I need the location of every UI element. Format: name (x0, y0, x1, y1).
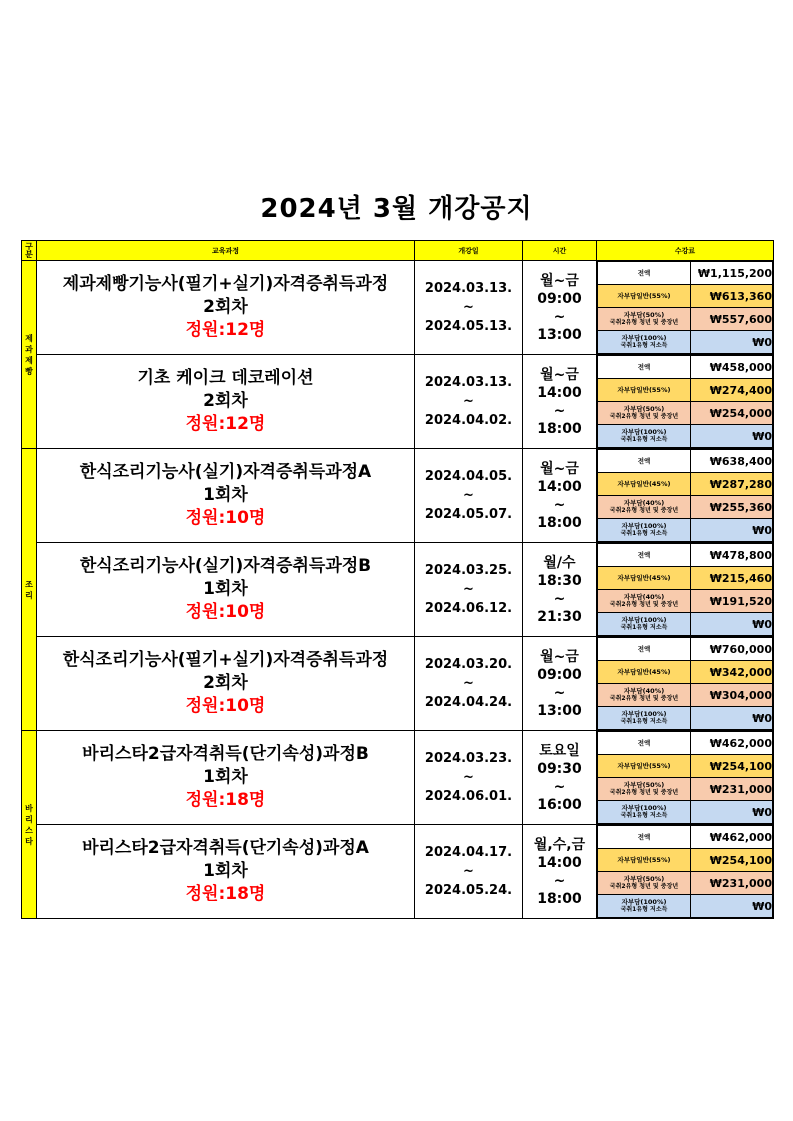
fee-amount-partial: ₩255,360 (691, 496, 773, 519)
fee-cell (597, 543, 774, 637)
time-start: 18:30 (537, 572, 582, 589)
fee-label-free-rate: 자부담(100%) (621, 616, 667, 624)
fee-label-partial-rate: 자부담(50%) (623, 875, 665, 883)
fee-label-general: 자부담일반(55%) (598, 379, 691, 402)
course-cell (37, 543, 415, 637)
start-date-cell (415, 261, 523, 355)
fee-amount-full: ₩478,800 (691, 544, 773, 567)
header-start: 개강일 (415, 241, 523, 261)
fee-cell (597, 731, 774, 825)
fee-amount-general: ₩342,000 (691, 661, 773, 684)
fee-label-partial (598, 872, 691, 895)
header-category: 구분 (22, 241, 37, 261)
category-label: 조리 (25, 579, 33, 600)
fee-row-full (598, 826, 773, 849)
date-tilde: ~ (463, 582, 474, 597)
fee-row-full (598, 638, 773, 661)
fee-cell (597, 355, 774, 449)
fee-amount-general: ₩254,100 (691, 755, 773, 778)
course-row (22, 543, 774, 637)
header-fee: 수강료 (597, 241, 774, 261)
course-name: 한식조리기능사(실기)자격증취득과정A (79, 462, 372, 482)
fee-amount-full: ₩1,115,200 (691, 262, 773, 285)
fee-cell (597, 637, 774, 731)
course-name: 바리스타2급자격취득(단기속성)과정A (82, 838, 369, 858)
course-capacity: 정원:18명 (185, 884, 266, 904)
category-cell (22, 449, 37, 731)
time-tilde: ~ (553, 308, 566, 325)
course-round: 2회차 (203, 391, 248, 411)
end-date: 2024.06.01. (424, 789, 513, 804)
date-tilde: ~ (463, 676, 474, 691)
time-cell (523, 637, 597, 731)
course-round: 1회차 (203, 767, 248, 787)
header-time: 시간 (523, 241, 597, 261)
time-cell (523, 449, 597, 543)
fee-amount-full: ₩760,000 (691, 638, 773, 661)
fee-label-partial-target: 국취2유형 청년 및 중장년 (609, 883, 679, 890)
date-tilde: ~ (463, 770, 474, 785)
fee-label-free (598, 425, 691, 448)
course-schedule-table (21, 240, 774, 919)
time-start: 14:00 (537, 384, 582, 401)
fee-row-partial (598, 872, 773, 895)
course-cell (37, 449, 415, 543)
time-cell (523, 825, 597, 919)
time-cell (523, 543, 597, 637)
fee-row-full (598, 450, 773, 473)
fee-label-free (598, 331, 691, 354)
fee-row-full (598, 356, 773, 379)
fee-label-free-rate: 자부담(100%) (621, 898, 667, 906)
fee-table (597, 449, 773, 542)
course-row (22, 261, 774, 355)
fee-label-full: 전액 (598, 732, 691, 755)
time-end: 18:00 (537, 514, 582, 531)
fee-amount-general: ₩613,360 (691, 285, 773, 308)
course-capacity: 정원:10명 (185, 696, 266, 716)
end-date: 2024.05.07. (424, 507, 513, 522)
end-date: 2024.04.24. (424, 695, 513, 710)
fee-label-free-rate: 자부담(100%) (621, 804, 667, 812)
course-row (22, 449, 774, 543)
fee-label-free-target: 국취1유형 저소득 (620, 812, 668, 819)
fee-label-general: 자부담일반(45%) (598, 473, 691, 496)
fee-row-general (598, 755, 773, 778)
end-date: 2024.05.13. (424, 319, 513, 334)
course-name: 바리스타2급자격취득(단기속성)과정B (82, 744, 369, 764)
fee-label-partial-target: 국취2유형 청년 및 중장년 (609, 319, 679, 326)
fee-label-free-rate: 자부담(100%) (621, 710, 667, 718)
class-days: 월,수,금 (533, 836, 586, 853)
fee-amount-partial: ₩254,000 (691, 402, 773, 425)
course-round: 1회차 (203, 485, 248, 505)
fee-amount-free: ₩0 (691, 895, 773, 918)
course-capacity: 정원:12명 (185, 414, 266, 434)
fee-label-partial (598, 684, 691, 707)
start-date: 2024.03.20. (424, 657, 513, 672)
fee-label-free-rate: 자부담(100%) (621, 334, 667, 342)
start-date: 2024.03.13. (424, 375, 513, 390)
fee-row-free (598, 331, 773, 354)
fee-label-full: 전액 (598, 638, 691, 661)
fee-row-partial (598, 496, 773, 519)
fee-label-full: 전액 (598, 826, 691, 849)
fee-amount-free: ₩0 (691, 425, 773, 448)
course-round: 1회차 (203, 861, 248, 881)
fee-row-general (598, 379, 773, 402)
time-end: 13:00 (537, 702, 582, 719)
fee-amount-free: ₩0 (691, 707, 773, 730)
fee-label-partial-target: 국취2유형 청년 및 중장년 (609, 695, 679, 702)
date-tilde: ~ (463, 394, 474, 409)
fee-label-free-target: 국취1유형 저소득 (620, 906, 668, 913)
course-round: 2회차 (203, 297, 248, 317)
fee-amount-free: ₩0 (691, 331, 773, 354)
time-start: 09:00 (537, 290, 582, 307)
fee-row-full (598, 262, 773, 285)
fee-row-partial (598, 402, 773, 425)
course-name: 한식조리기능사(필기+실기)자격증취득과정 (62, 650, 389, 670)
fee-label-free-target: 국취1유형 저소득 (620, 436, 668, 443)
fee-label-free (598, 519, 691, 542)
fee-label-partial-rate: 자부담(40%) (623, 687, 665, 695)
fee-amount-full: ₩462,000 (691, 826, 773, 849)
start-date: 2024.03.13. (424, 281, 513, 296)
fee-amount-general: ₩215,460 (691, 567, 773, 590)
class-days: 월~금 (540, 648, 579, 665)
time-cell (523, 261, 597, 355)
fee-row-free (598, 707, 773, 730)
course-cell (37, 261, 415, 355)
header-course: 교육과정 (37, 241, 415, 261)
course-round: 2회차 (203, 673, 248, 693)
fee-label-free-target: 국취1유형 저소득 (620, 342, 668, 349)
fee-label-general: 자부담일반(45%) (598, 567, 691, 590)
time-start: 09:30 (537, 760, 582, 777)
course-capacity: 정원:12명 (185, 320, 266, 340)
fee-row-general (598, 285, 773, 308)
fee-table (597, 261, 773, 354)
class-days: 월/수 (543, 554, 576, 571)
date-tilde: ~ (463, 300, 474, 315)
time-start: 14:00 (537, 478, 582, 495)
course-round: 1회차 (203, 579, 248, 599)
course-name: 제과제빵기능사(필기+실기)자격증취득과정 (62, 274, 389, 294)
time-cell (523, 731, 597, 825)
fee-table (597, 637, 773, 730)
category-label: 바리스타 (25, 803, 33, 846)
fee-row-general (598, 473, 773, 496)
fee-amount-full: ₩638,400 (691, 450, 773, 473)
course-capacity: 정원:10명 (185, 508, 266, 528)
class-days: 월~금 (540, 460, 579, 477)
fee-label-free-target: 국취1유형 저소득 (620, 530, 668, 537)
fee-label-partial-rate: 자부담(40%) (623, 499, 665, 507)
fee-label-general: 자부담일반(55%) (598, 285, 691, 308)
time-end: 18:00 (537, 890, 582, 907)
time-tilde: ~ (553, 778, 566, 795)
page-title: 2024년 3월 개강공지 (260, 194, 533, 224)
course-capacity: 정원:10명 (185, 602, 266, 622)
fee-label-partial (598, 308, 691, 331)
fee-label-partial (598, 778, 691, 801)
time-tilde: ~ (553, 496, 566, 513)
fee-row-free (598, 425, 773, 448)
fee-label-partial (598, 590, 691, 613)
fee-label-partial-target: 국취2유형 청년 및 중장년 (609, 789, 679, 796)
fee-amount-full: ₩458,000 (691, 356, 773, 379)
fee-label-partial-rate: 자부담(50%) (623, 405, 665, 413)
fee-amount-partial: ₩557,600 (691, 308, 773, 331)
class-days: 월~금 (540, 366, 579, 383)
fee-label-partial-target: 국취2유형 청년 및 중장년 (609, 507, 679, 514)
course-cell (37, 637, 415, 731)
fee-table (597, 825, 773, 918)
fee-cell (597, 261, 774, 355)
fee-amount-full: ₩462,000 (691, 732, 773, 755)
fee-label-general: 자부담일반(45%) (598, 661, 691, 684)
fee-amount-partial: ₩231,000 (691, 872, 773, 895)
start-date-cell (415, 449, 523, 543)
fee-amount-general: ₩274,400 (691, 379, 773, 402)
fee-amount-free: ₩0 (691, 801, 773, 824)
course-row (22, 637, 774, 731)
start-date: 2024.04.05. (424, 469, 513, 484)
time-end: 21:30 (537, 608, 582, 625)
course-cell (37, 825, 415, 919)
fee-label-general: 자부담일반(55%) (598, 755, 691, 778)
course-row (22, 355, 774, 449)
end-date: 2024.04.02. (424, 413, 513, 428)
fee-label-full: 전액 (598, 262, 691, 285)
fee-label-free (598, 895, 691, 918)
fee-amount-partial: ₩191,520 (691, 590, 773, 613)
fee-row-general (598, 661, 773, 684)
fee-label-full: 전액 (598, 356, 691, 379)
time-start: 09:00 (537, 666, 582, 683)
fee-label-free (598, 613, 691, 636)
fee-cell (597, 449, 774, 543)
fee-amount-free: ₩0 (691, 519, 773, 542)
header-row (22, 241, 774, 261)
time-end: 16:00 (537, 796, 582, 813)
start-date-cell (415, 543, 523, 637)
fee-row-free (598, 801, 773, 824)
fee-amount-free: ₩0 (691, 613, 773, 636)
fee-label-partial-target: 국취2유형 청년 및 중장년 (609, 601, 679, 608)
fee-label-free (598, 707, 691, 730)
time-tilde: ~ (553, 872, 566, 889)
fee-row-general (598, 567, 773, 590)
fee-label-partial-rate: 자부담(50%) (623, 781, 665, 789)
time-tilde: ~ (553, 684, 566, 701)
time-cell (523, 355, 597, 449)
fee-label-general: 자부담일반(55%) (598, 849, 691, 872)
fee-row-partial (598, 590, 773, 613)
fee-row-free (598, 519, 773, 542)
fee-label-full: 전액 (598, 450, 691, 473)
start-date-cell (415, 731, 523, 825)
fee-amount-partial: ₩231,000 (691, 778, 773, 801)
fee-table (597, 731, 773, 824)
category-cell (22, 731, 37, 919)
fee-label-free-target: 국취1유형 저소득 (620, 624, 668, 631)
date-tilde: ~ (463, 488, 474, 503)
fee-amount-general: ₩254,100 (691, 849, 773, 872)
class-days: 토요일 (539, 742, 580, 759)
fee-label-partial-rate: 자부담(50%) (623, 311, 665, 319)
end-date: 2024.05.24. (424, 883, 513, 898)
fee-label-partial (598, 402, 691, 425)
start-date: 2024.04.17. (424, 845, 513, 860)
fee-label-free-target: 국취1유형 저소득 (620, 718, 668, 725)
fee-label-partial-rate: 자부담(40%) (623, 593, 665, 601)
fee-row-full (598, 732, 773, 755)
fee-row-partial (598, 684, 773, 707)
category-label: 제과제빵 (25, 333, 33, 376)
start-date-cell (415, 637, 523, 731)
course-name: 기초 케이크 데코레이션 (137, 368, 314, 388)
course-cell (37, 355, 415, 449)
fee-row-partial (598, 308, 773, 331)
time-end: 18:00 (537, 420, 582, 437)
start-date-cell (415, 355, 523, 449)
end-date: 2024.06.12. (424, 601, 513, 616)
date-tilde: ~ (463, 864, 474, 879)
fee-cell (597, 825, 774, 919)
fee-row-free (598, 613, 773, 636)
time-tilde: ~ (553, 402, 566, 419)
fee-amount-partial: ₩304,000 (691, 684, 773, 707)
fee-table (597, 543, 773, 636)
fee-table (597, 355, 773, 448)
category-cell (22, 261, 37, 449)
time-tilde: ~ (553, 590, 566, 607)
fee-row-full (598, 544, 773, 567)
fee-amount-general: ₩287,280 (691, 473, 773, 496)
course-name: 한식조리기능사(실기)자격증취득과정B (79, 556, 372, 576)
start-date: 2024.03.23. (424, 751, 513, 766)
fee-row-partial (598, 778, 773, 801)
class-days: 월~금 (540, 272, 579, 289)
fee-label-free (598, 801, 691, 824)
course-capacity: 정원:18명 (185, 790, 266, 810)
start-date: 2024.03.25. (424, 563, 513, 578)
fee-label-full: 전액 (598, 544, 691, 567)
start-date-cell (415, 825, 523, 919)
fee-row-free (598, 895, 773, 918)
fee-row-general (598, 849, 773, 872)
fee-label-partial (598, 496, 691, 519)
fee-label-free-rate: 자부담(100%) (621, 428, 667, 436)
course-cell (37, 731, 415, 825)
fee-label-partial-target: 국취2유형 청년 및 중장년 (609, 413, 679, 420)
course-row (22, 731, 774, 825)
course-row (22, 825, 774, 919)
time-start: 14:00 (537, 854, 582, 871)
time-end: 13:00 (537, 326, 582, 343)
fee-label-free-rate: 자부담(100%) (621, 522, 667, 530)
